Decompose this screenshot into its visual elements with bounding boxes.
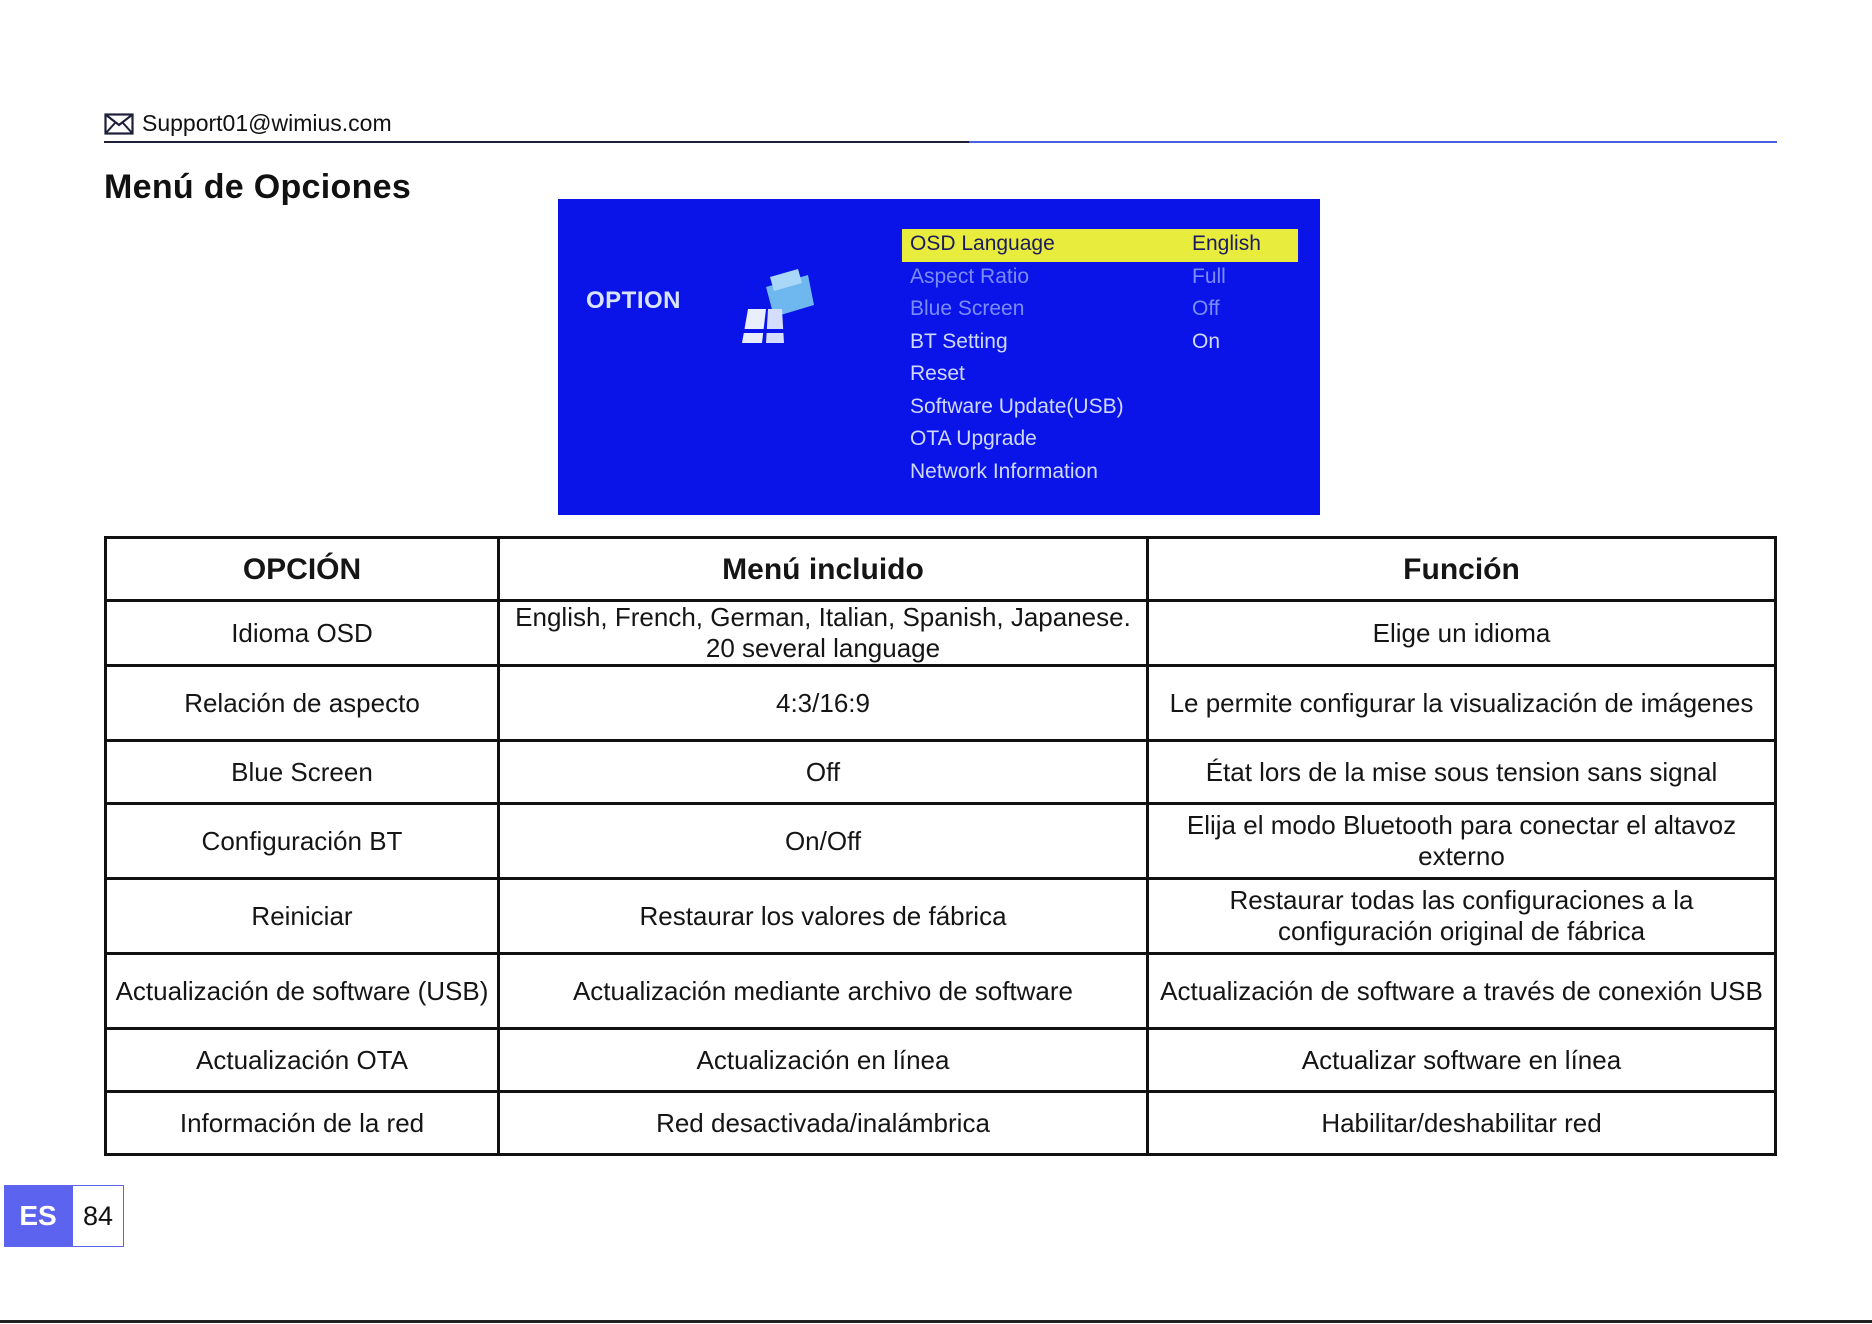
- osd-title: OPTION: [586, 287, 682, 314]
- cell-function: Habilitar/deshabilitar red: [1148, 1092, 1776, 1155]
- cell-function: Restaurar todas las configuraciones a la configuración original de fábrica: [1148, 879, 1776, 954]
- osd-menu-item[interactable]: [902, 359, 1298, 392]
- cell-option: Blue Screen: [106, 741, 499, 804]
- osd-menu-item-value: On: [1192, 329, 1221, 353]
- column-header-option: OPCIÓN: [106, 538, 499, 601]
- cell-option: Idioma OSD: [106, 601, 499, 666]
- cell-menu: Actualización en línea: [499, 1029, 1148, 1092]
- header-contact: [104, 110, 392, 137]
- table-row: [106, 879, 1776, 954]
- osd-menu-item[interactable]: [902, 229, 1298, 262]
- table-row: [106, 666, 1776, 741]
- cell-option: Relación de aspecto: [106, 666, 499, 741]
- page-bottom-border: [0, 1320, 1872, 1323]
- cell-menu: English, French, German, Italian, Spanish, Japanese. 20 several language: [499, 601, 1148, 666]
- osd-menu-item-label: BT Setting: [910, 329, 1008, 353]
- cell-menu: Red desactivada/inalámbrica: [499, 1092, 1148, 1155]
- cell-function: Elija el modo Bluetooth para conectar el altavoz externo: [1148, 804, 1776, 879]
- cell-option: Información de la red: [106, 1092, 499, 1155]
- osd-menu-item[interactable]: [902, 294, 1298, 327]
- table-row: [106, 954, 1776, 1029]
- osd-menu-item-label: Blue Screen: [910, 297, 1025, 320]
- osd-option-screen: [558, 199, 1320, 515]
- table-row: [106, 1092, 1776, 1155]
- support-email[interactable]: Support01@wimius.com: [142, 110, 392, 136]
- options-icon: [736, 265, 826, 352]
- column-header-function: Función: [1148, 538, 1776, 601]
- cell-menu: 4:3/16:9: [499, 666, 1148, 741]
- cell-function: Le permite configurar la visualización de imágenes: [1148, 666, 1776, 741]
- cell-menu: Off: [499, 741, 1148, 804]
- osd-menu-item-label: Reset: [910, 362, 965, 385]
- table-header-row: [106, 538, 1776, 601]
- cell-menu: On/Off: [499, 804, 1148, 879]
- osd-menu-item-value: English: [1192, 232, 1261, 255]
- osd-menu-list: [902, 229, 1298, 489]
- osd-menu-item-label: Network Information: [910, 459, 1098, 483]
- column-header-menu: Menú incluido: [499, 538, 1148, 601]
- page-number: 84: [72, 1185, 124, 1247]
- options-table: [104, 536, 1777, 1156]
- osd-menu-item[interactable]: [902, 392, 1298, 425]
- osd-menu-item-label: OTA Upgrade: [910, 427, 1037, 450]
- osd-menu-item-label: OSD Language: [910, 232, 1055, 255]
- osd-menu-item-value: Full: [1192, 264, 1226, 288]
- osd-menu-item-value: Off: [1192, 297, 1220, 320]
- osd-menu-item-label: Software Update(USB): [910, 394, 1124, 418]
- cell-function: Actualización de software a través de conexión USB: [1148, 954, 1776, 1029]
- table-row: [106, 804, 1776, 879]
- envelope-icon: [104, 113, 134, 135]
- osd-menu-item[interactable]: [902, 424, 1298, 457]
- table-row: [106, 1029, 1776, 1092]
- cell-option: Actualización OTA: [106, 1029, 499, 1092]
- osd-menu-item-label: Aspect Ratio: [910, 264, 1030, 288]
- cell-menu: Actualización mediante archivo de software: [499, 954, 1148, 1029]
- cell-function: Actualizar software en línea: [1148, 1029, 1776, 1092]
- table-row: [106, 601, 1776, 666]
- osd-menu-item[interactable]: [902, 327, 1298, 360]
- cell-option: Reiniciar: [106, 879, 499, 954]
- language-badge: ES: [4, 1185, 72, 1247]
- osd-menu-item[interactable]: [902, 262, 1298, 295]
- osd-menu-item[interactable]: [902, 457, 1298, 490]
- table-row: [106, 741, 1776, 804]
- cell-menu: Restaurar los valores de fábrica: [499, 879, 1148, 954]
- cell-option: Configuración BT: [106, 804, 499, 879]
- page-title: Menú de Opciones: [104, 168, 412, 206]
- cell-function: État lors de la mise sous tension sans signal: [1148, 741, 1776, 804]
- cell-option: Actualización de software (USB): [106, 954, 499, 1029]
- header-divider-dark: [104, 141, 969, 143]
- header-divider-blue: [969, 141, 1777, 143]
- cell-function: Elige un idioma: [1148, 601, 1776, 666]
